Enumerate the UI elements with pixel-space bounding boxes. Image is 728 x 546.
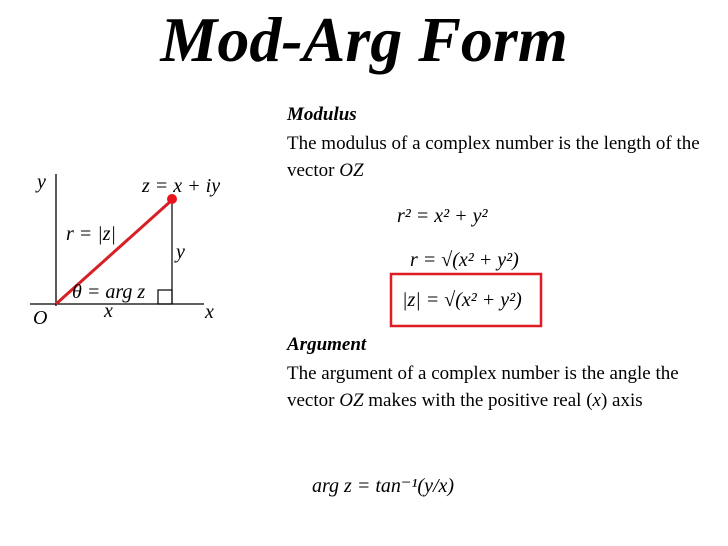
argument-axis-name: x bbox=[592, 390, 601, 411]
formula-r-squared: r² = x² + y² bbox=[397, 205, 488, 227]
angle-label: θ = arg z bbox=[72, 281, 146, 303]
argument-vector-name: OZ bbox=[339, 390, 364, 411]
argument-description bbox=[287, 360, 687, 414]
modulus-text: The modulus of a complex number is the length of the vector bbox=[287, 133, 700, 181]
argument-text-2: makes with the positive real ( bbox=[363, 390, 593, 411]
argument-heading: Argument bbox=[287, 334, 367, 355]
formula-arg: arg z = tan⁻¹(y/x) bbox=[312, 475, 455, 497]
formula-mod-z: |z| = √(x² + y²) bbox=[402, 289, 522, 311]
argument-text-1: The argument of a complex number is the angle the vector bbox=[287, 363, 679, 411]
page-title: Mod-Arg Form bbox=[160, 4, 568, 75]
modulus-label: r = |z| bbox=[66, 223, 117, 245]
origin-label: O bbox=[33, 307, 48, 329]
point-z-label: z = x + iy bbox=[142, 175, 221, 197]
vertical-y-label: y bbox=[176, 241, 185, 263]
modulus-vector-name: OZ bbox=[339, 160, 364, 181]
formula-r: r = √(x² + y²) bbox=[410, 249, 519, 271]
x-axis-label: x bbox=[205, 301, 214, 323]
modulus-heading: Modulus bbox=[287, 104, 357, 125]
y-axis-label: y bbox=[37, 171, 46, 193]
horizontal-x-label: x bbox=[104, 300, 113, 322]
argument-text-3: ) axis bbox=[600, 390, 643, 411]
